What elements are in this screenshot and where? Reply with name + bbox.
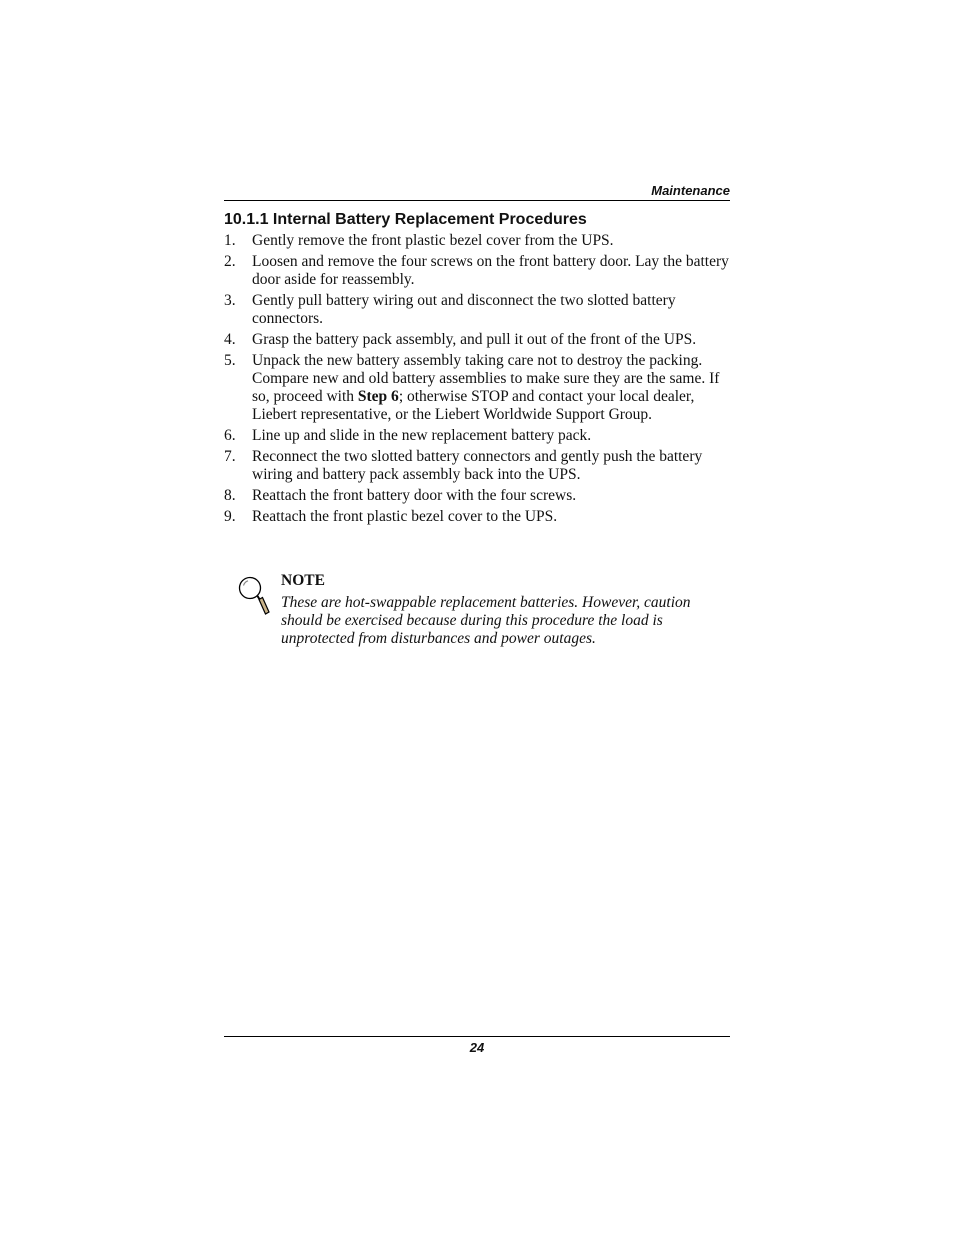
step-text-before: Unpack the new battery assembly taking care not to destroy the packing. Compare new and old battery assemblies to make sure they are the same. If so, proceed with	[252, 352, 720, 405]
step-item	[224, 427, 730, 445]
step-text: Grasp the battery pack assembly, and pull it out of the front of the UPS.	[252, 331, 697, 348]
step-number: 8.	[224, 487, 236, 504]
step-number: 4.	[224, 331, 236, 348]
step-number: 3.	[224, 292, 236, 309]
step-number: 5.	[224, 352, 236, 369]
step-text: Gently pull battery wiring out and disconnect the two slotted battery connectors.	[252, 292, 676, 327]
step-item	[224, 448, 730, 484]
step-text: Loosen and remove the four screws on the front battery door. Lay the battery door aside for reassembly.	[252, 253, 729, 288]
running-header: Maintenance	[651, 183, 730, 198]
step-text	[252, 352, 719, 423]
step-reference: Step 6	[357, 388, 399, 405]
note-body: These are hot-swappable replacement batteries. However, caution should be exercised because during this procedure the load is unprotected from disturbances and power outages.	[281, 594, 691, 647]
step-item	[224, 232, 730, 250]
step-text: Reattach the front battery door with the four screws.	[252, 487, 577, 504]
page-number: 24	[469, 1040, 485, 1055]
step-text: Reattach the front plastic bezel cover to the UPS.	[252, 508, 558, 525]
step-item	[224, 508, 730, 526]
procedure-steps	[224, 232, 730, 529]
step-item	[224, 331, 730, 349]
section-title: 10.1.1 Internal Battery Replacement Procedures	[224, 211, 587, 228]
footer-rule	[224, 1036, 730, 1037]
step-number: 1.	[224, 232, 236, 249]
step-text: Line up and slide in the new replacement battery pack.	[252, 427, 592, 444]
step-item	[224, 253, 730, 289]
step-item	[224, 487, 730, 505]
note-title: NOTE	[281, 572, 325, 589]
step-number: 9.	[224, 508, 236, 525]
step-number: 7.	[224, 448, 236, 465]
step-number: 6.	[224, 427, 236, 444]
magnifier-icon	[236, 574, 270, 618]
step-text: Reconnect the two slotted battery connectors and gently push the battery wiring and battery pack assembly back into the UPS.	[252, 448, 703, 483]
step-item	[224, 292, 730, 328]
step-item	[224, 352, 730, 424]
step-number: 2.	[224, 253, 236, 270]
header-rule	[224, 200, 730, 201]
step-text: Gently remove the front plastic bezel cover from the UPS.	[252, 232, 614, 249]
step-text-after: ; otherwise STOP and contact your local dealer, Liebert representative, or the Liebert Worldwide Support Group.	[252, 388, 695, 423]
